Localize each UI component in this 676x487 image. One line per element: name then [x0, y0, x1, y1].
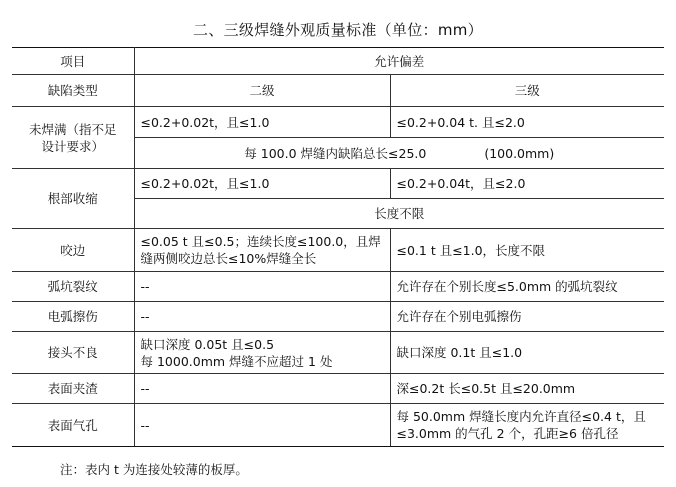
grade2-line: 缺口深度 0.05t 且≤0.5: [140, 336, 275, 352]
row-name: 未焊满（指不足设计要求）: [12, 107, 134, 169]
grade3-value: ≤0.2+0.04 t. 且≤2.0: [390, 107, 664, 138]
header-allowed-deviation: 允许偏差: [134, 48, 664, 75]
table-row: [12, 229, 664, 272]
header-defect-type: 缺陷类型: [12, 75, 134, 107]
grade2-value: ≤0.2+0.02t，且≤1.0: [134, 107, 390, 138]
grade3-value: 允许存在个别长度≤5.0mm 的弧坑裂纹: [390, 272, 664, 302]
grade2-value: --: [134, 272, 390, 302]
row-name: 表面夹渣: [12, 374, 134, 404]
table-row: [12, 302, 664, 332]
grade2-value: [134, 332, 390, 374]
merged-text: 每 100.0 焊缝内缺陷总长≤25.0: [244, 145, 427, 161]
row-name: 根部收缩: [12, 169, 134, 229]
merged-extra: (100.0mm): [484, 145, 555, 161]
grade3-value: 缺口深度 0.1t 且≤1.0: [390, 332, 664, 374]
table-row: [12, 404, 664, 447]
table-title: 二、三级焊缝外观质量标准（单位：mm）: [193, 21, 483, 39]
grade2-value: ≤0.2+0.02t，且≤1.0: [134, 169, 390, 199]
row-name: 电弧擦伤: [12, 302, 134, 332]
merged-value: [134, 138, 664, 169]
header-grade2: 二级: [134, 75, 390, 107]
row-name: 弧坑裂纹: [12, 272, 134, 302]
row-name: 接头不良: [12, 332, 134, 374]
merged-value: 长度不限: [134, 199, 664, 229]
table-row: [12, 374, 664, 404]
row-name: 表面气孔: [12, 404, 134, 447]
grade2-value: --: [134, 302, 390, 332]
weld-quality-table: [12, 47, 664, 447]
table-note: 注：表内 t 为连接处较薄的板厚。: [60, 462, 248, 477]
table-row: [12, 272, 664, 302]
grade3-value: ≤0.1 t 且≤1.0，长度不限: [390, 229, 664, 272]
header-row-1: [12, 48, 664, 75]
grade3-value: 深≤0.2t 长≤0.5t 且≤20.0mm: [390, 374, 664, 404]
grade2-line: 每 1000.0mm 焊缝不应超过 1 处: [140, 353, 333, 369]
header-row-2: [12, 75, 664, 107]
grade3-value: 允许存在个别电弧擦伤: [390, 302, 664, 332]
table-row: [12, 169, 664, 199]
header-grade3: 三级: [390, 75, 664, 107]
grade3-value: 每 50.0mm 焊缝长度内允许直径≤0.4 t，且≤3.0mm 的气孔 2 个，孔距≥6 倍孔径: [390, 404, 664, 447]
table-row: [12, 107, 664, 138]
grade2-value: ≤0.05 t 且≤0.5；连续长度≤100.0，且焊缝两侧咬边总长≤10%焊缝全长: [134, 229, 390, 272]
row-name: 咬边: [12, 229, 134, 272]
header-item: 项目: [12, 48, 134, 75]
grade3-value: ≤0.2+0.04t，且≤2.0: [390, 169, 664, 199]
grade2-value: --: [134, 404, 390, 447]
grade2-value: --: [134, 374, 390, 404]
table-row: [12, 332, 664, 374]
